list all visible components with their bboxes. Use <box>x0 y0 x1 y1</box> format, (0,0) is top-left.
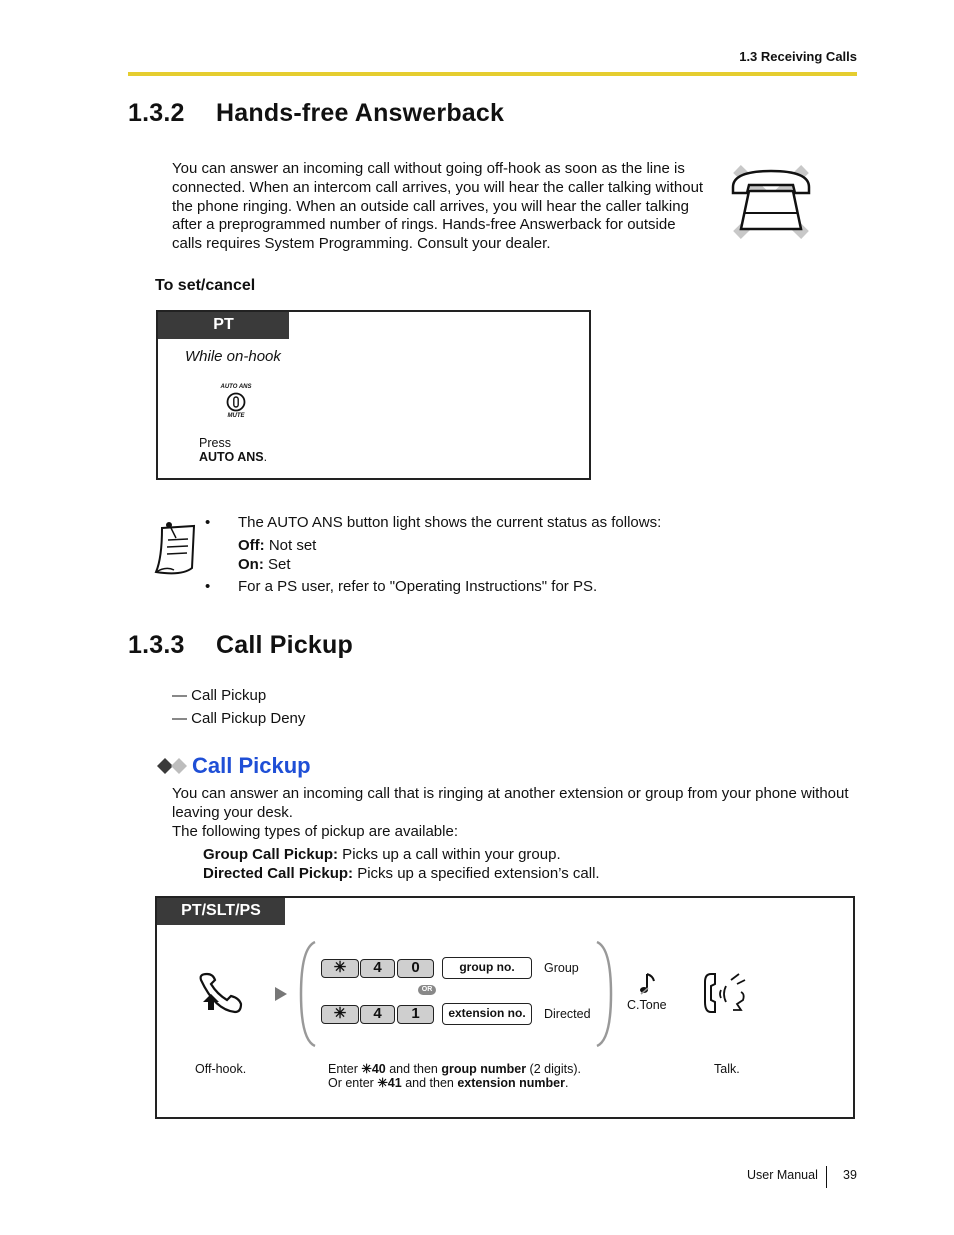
desc-line: You can answer an incoming call that is ringing at another extension or group from your phone without <box>172 785 849 802</box>
arrow-right-icon <box>274 986 288 1002</box>
offhook-caption: Off-hook. <box>195 1062 247 1076</box>
pt-procedure-box <box>156 310 591 480</box>
on-label: On: <box>238 555 264 573</box>
code: ✳40 <box>361 1062 386 1076</box>
code: ✳41 <box>377 1076 402 1090</box>
section-number: 1.3.2 <box>128 99 185 127</box>
feature-link-call-pickup-deny[interactable]: — Call Pickup Deny <box>172 710 306 727</box>
off-value: Not set <box>264 536 317 554</box>
footer-divider <box>826 1166 827 1188</box>
directed-text: Picks up a specified extension’s call. <box>353 864 600 882</box>
set-cancel-heading: To set/cancel <box>155 277 256 294</box>
group-pickup-item <box>203 846 600 865</box>
extension-number-field[interactable]: extension no. <box>442 1003 532 1025</box>
intro-paragraph <box>172 160 717 254</box>
page-number: 39 <box>843 1168 857 1182</box>
group-label: Group Call Pickup: <box>203 846 339 863</box>
desc-line: The following types of pickup are available: <box>172 822 458 840</box>
pickup-types <box>203 846 600 884</box>
mute-label: MUTE <box>227 413 245 419</box>
key-1[interactable]: 1 <box>397 1005 434 1024</box>
enter-instruction <box>328 1062 581 1090</box>
call-pickup-description <box>172 785 862 841</box>
off-label: Off: <box>238 536 265 554</box>
music-note-icon <box>639 972 657 996</box>
intro-line: calls requires System Programming. Consult your dealer. <box>172 235 551 253</box>
note-bullet: • For a PS user, refer to "Operating Instructions" for PS. <box>205 578 598 596</box>
press-instruction <box>199 436 267 464</box>
text: Enter <box>328 1062 362 1076</box>
directed-label: Directed <box>544 1007 591 1021</box>
text: and then <box>385 1062 442 1076</box>
group-text: Picks up a call within your group. <box>338 846 561 863</box>
pt-tab: PT <box>158 312 289 339</box>
enter-line-1 <box>328 1062 581 1076</box>
key-4[interactable]: 4 <box>360 1005 395 1024</box>
section-heading-1-3-3 <box>128 631 353 660</box>
ctone-label: C.Tone <box>627 998 667 1012</box>
text: Or enter <box>328 1076 378 1090</box>
feature-link-call-pickup[interactable]: — Call Pickup <box>172 687 267 704</box>
note-bullet: • The AUTO ANS button light shows the current status as follows: <box>205 514 662 531</box>
footer-label: User Manual <box>747 1168 818 1182</box>
left-bracket <box>299 940 317 1048</box>
text: (2 digits). <box>526 1062 581 1076</box>
pt-slt-ps-tab: PT/SLT/PS <box>157 898 285 925</box>
status-off <box>205 537 845 556</box>
directed-pickup-item <box>203 865 600 884</box>
or-badge: OR <box>418 985 436 995</box>
section-number: 1.3.3 <box>128 631 185 659</box>
intro-line: the phone ringing. When an outside call arrives, you will hear the caller talking <box>172 197 689 215</box>
text: extension number <box>457 1076 565 1090</box>
press-end: . <box>263 450 268 464</box>
note-pad-icon <box>152 518 200 578</box>
phone-no-handset-icon <box>725 165 820 240</box>
subheading-call-pickup: Call Pickup <box>192 753 311 778</box>
status-on <box>205 556 845 575</box>
header-rule <box>128 72 857 76</box>
group-number-field[interactable]: group no. <box>442 957 532 979</box>
key-0[interactable]: 0 <box>397 959 434 978</box>
key-4[interactable]: 4 <box>360 959 395 978</box>
intro-line: after a preprogrammed number of rings. Hands-free Answerback for outside <box>172 216 676 234</box>
talk-handset-icon <box>701 970 749 1016</box>
desc-line: leaving your desk. <box>172 803 293 821</box>
star-key[interactable]: ✳ <box>321 1005 359 1024</box>
text: . <box>565 1076 569 1090</box>
while-onhook-label: While on-hook <box>185 348 281 365</box>
pt-slt-ps-procedure-box <box>155 896 855 1119</box>
handset-offhook-icon <box>195 972 245 1016</box>
press-text: Press <box>199 436 231 450</box>
diamonds-icon <box>156 756 188 776</box>
auto-ans-label: AUTO ANS <box>220 384 252 390</box>
note-text: The AUTO ANS button light shows the current status as follows: <box>238 514 662 531</box>
press-target: AUTO ANS <box>199 450 264 464</box>
feature-list <box>172 684 305 730</box>
enter-line-2 <box>328 1076 581 1090</box>
round-button-icon <box>218 392 254 412</box>
group-label: Group <box>544 961 579 975</box>
talk-caption: Talk. <box>714 1062 740 1076</box>
text: group number <box>441 1062 527 1076</box>
right-bracket <box>595 940 613 1048</box>
text: and then <box>401 1076 458 1090</box>
star-key[interactable]: ✳ <box>321 959 359 978</box>
on-value: Set <box>263 555 291 573</box>
section-title: Call Pickup <box>216 631 353 659</box>
notes-list <box>205 514 845 597</box>
running-header: 1.3 Receiving Calls <box>739 49 857 64</box>
intro-line: You can answer an incoming call without going off-hook as soon as the line is <box>172 160 685 177</box>
auto-ans-button[interactable] <box>218 384 254 420</box>
directed-label: Directed Call Pickup: <box>203 864 354 882</box>
intro-line: connected. When an intercom call arrives, you will hear the caller talking without <box>172 178 704 196</box>
section-heading-1-3-2 <box>128 99 504 128</box>
section-title: Hands-free Answerback <box>216 99 505 127</box>
note-text: For a PS user, refer to "Operating Instructions" for PS. <box>238 578 598 596</box>
